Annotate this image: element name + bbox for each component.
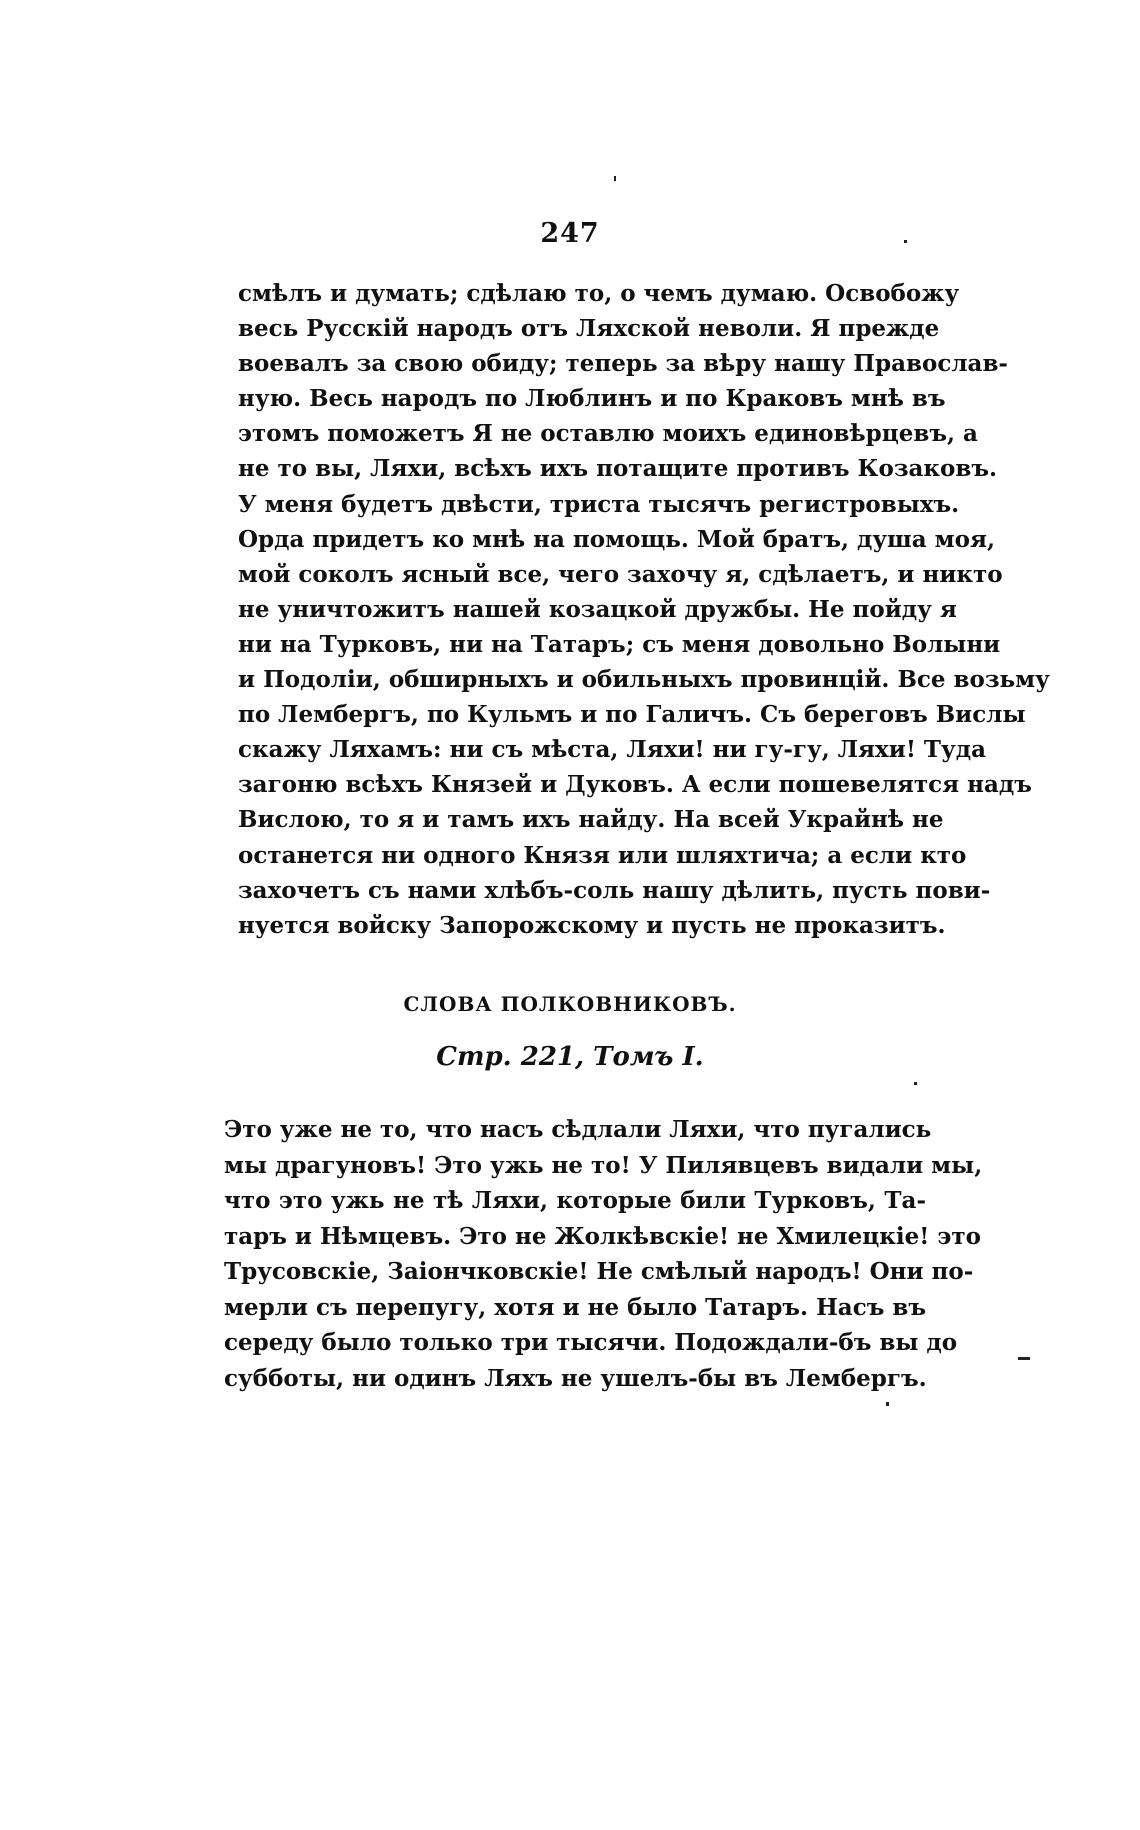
scan-speck <box>904 240 907 243</box>
text-line: по Лембергъ, по Кульмъ и по Галичъ. Съ береговъ Вислы <box>238 701 1026 729</box>
text-line: останется ни одного Князя или шляхтича; а если кто <box>238 841 967 869</box>
text-line: нуется войску Запорожскому и пусть не проказитъ. <box>238 911 946 939</box>
second-paragraph <box>224 1112 983 1396</box>
scan-speck <box>614 176 616 181</box>
text-line: У меня будетъ двѣсти, триста тысячъ регистровыхъ. <box>238 490 960 518</box>
text-line: субботы, ни одинъ Ляхъ не ушелъ-бы въ Лембергъ. <box>224 1364 927 1392</box>
text-line: Трусовскіе, Заіончковскіе! Не смѣлый народъ! Они по- <box>224 1258 974 1285</box>
text-line: середу было только три тысячи. Подождали-бъ вы до <box>224 1329 958 1356</box>
section-title: СЛОВА ПОЛКОВНИКОВЪ. <box>403 992 737 1016</box>
main-paragraph <box>238 276 1050 943</box>
page-number: 247 <box>540 218 600 249</box>
scan-speck <box>1018 1357 1030 1360</box>
text-line: Это уже не то, что насъ сѣдлали Ляхи, что пугались <box>224 1116 932 1143</box>
text-line: мы драгуновъ! Это ужь не то! У Пилявцевъ видали мы, <box>224 1151 983 1179</box>
text-line: загоню всѣхъ Князей и Дуковъ. А если пошевелятся надъ <box>238 771 1032 799</box>
scan-speck <box>914 1082 917 1085</box>
text-line: скажу Ляхамъ: ни съ мѣста, Ляхи! ни гу-гу, Ляхи! Туда <box>238 736 986 764</box>
text-line: не то вы, Ляхи, всѣхъ ихъ потащите противъ Козаковъ. <box>238 455 997 483</box>
text-line: смѣлъ и думать; сдѣлаю то, о чемъ думаю. Освобожу <box>238 280 960 307</box>
text-line: воевалъ за свою обиду; теперь за вѣру нашу Православ- <box>238 350 1008 378</box>
text-line: мой соколъ ясный все, чего захочу я, сдѣлаетъ, и никто <box>238 560 1003 588</box>
text-line: что это ужь не тѣ Ляхи, которые били Турковъ, Та- <box>224 1187 926 1214</box>
text-line: этомъ поможетъ Я не оставлю моихъ единовѣрцевъ, а <box>238 420 978 448</box>
text-line: ни на Турковъ, ни на Татаръ; съ меня довольно Волыни <box>238 630 1001 658</box>
text-line: ную. Весь народъ по Люблинъ и по Краковъ мнѣ въ <box>238 385 946 413</box>
section-reference: Стр. 221, Томъ I. <box>436 1042 704 1072</box>
scan-speck <box>886 1402 889 1406</box>
text-line: таръ и Нѣмцевъ. Это не Жолкѣвскіе! не Хмилецкіе! это <box>224 1222 981 1250</box>
text-line: весь Русскій народъ отъ Ляхской неволи. Я прежде <box>238 315 940 343</box>
text-line: не уничтожитъ нашей козацкой дружбы. Не пойду я <box>238 595 957 623</box>
text-line: Орда придетъ ко мнѣ на помощь. Мой братъ, душа моя, <box>238 525 996 553</box>
text-line: захочетъ съ нами хлѣбъ-соль нашу дѣлить, пусть пови- <box>238 876 991 904</box>
text-line: мерли съ перепугу, хотя и не было Татаръ. Насъ въ <box>224 1293 926 1321</box>
text-line: Вислою, то я и тамъ ихъ найду. На всей Украйнѣ не <box>238 806 944 834</box>
text-line: и Подоліи, обширныхъ и обильныхъ провинцій. Все возьму <box>238 666 1050 694</box>
